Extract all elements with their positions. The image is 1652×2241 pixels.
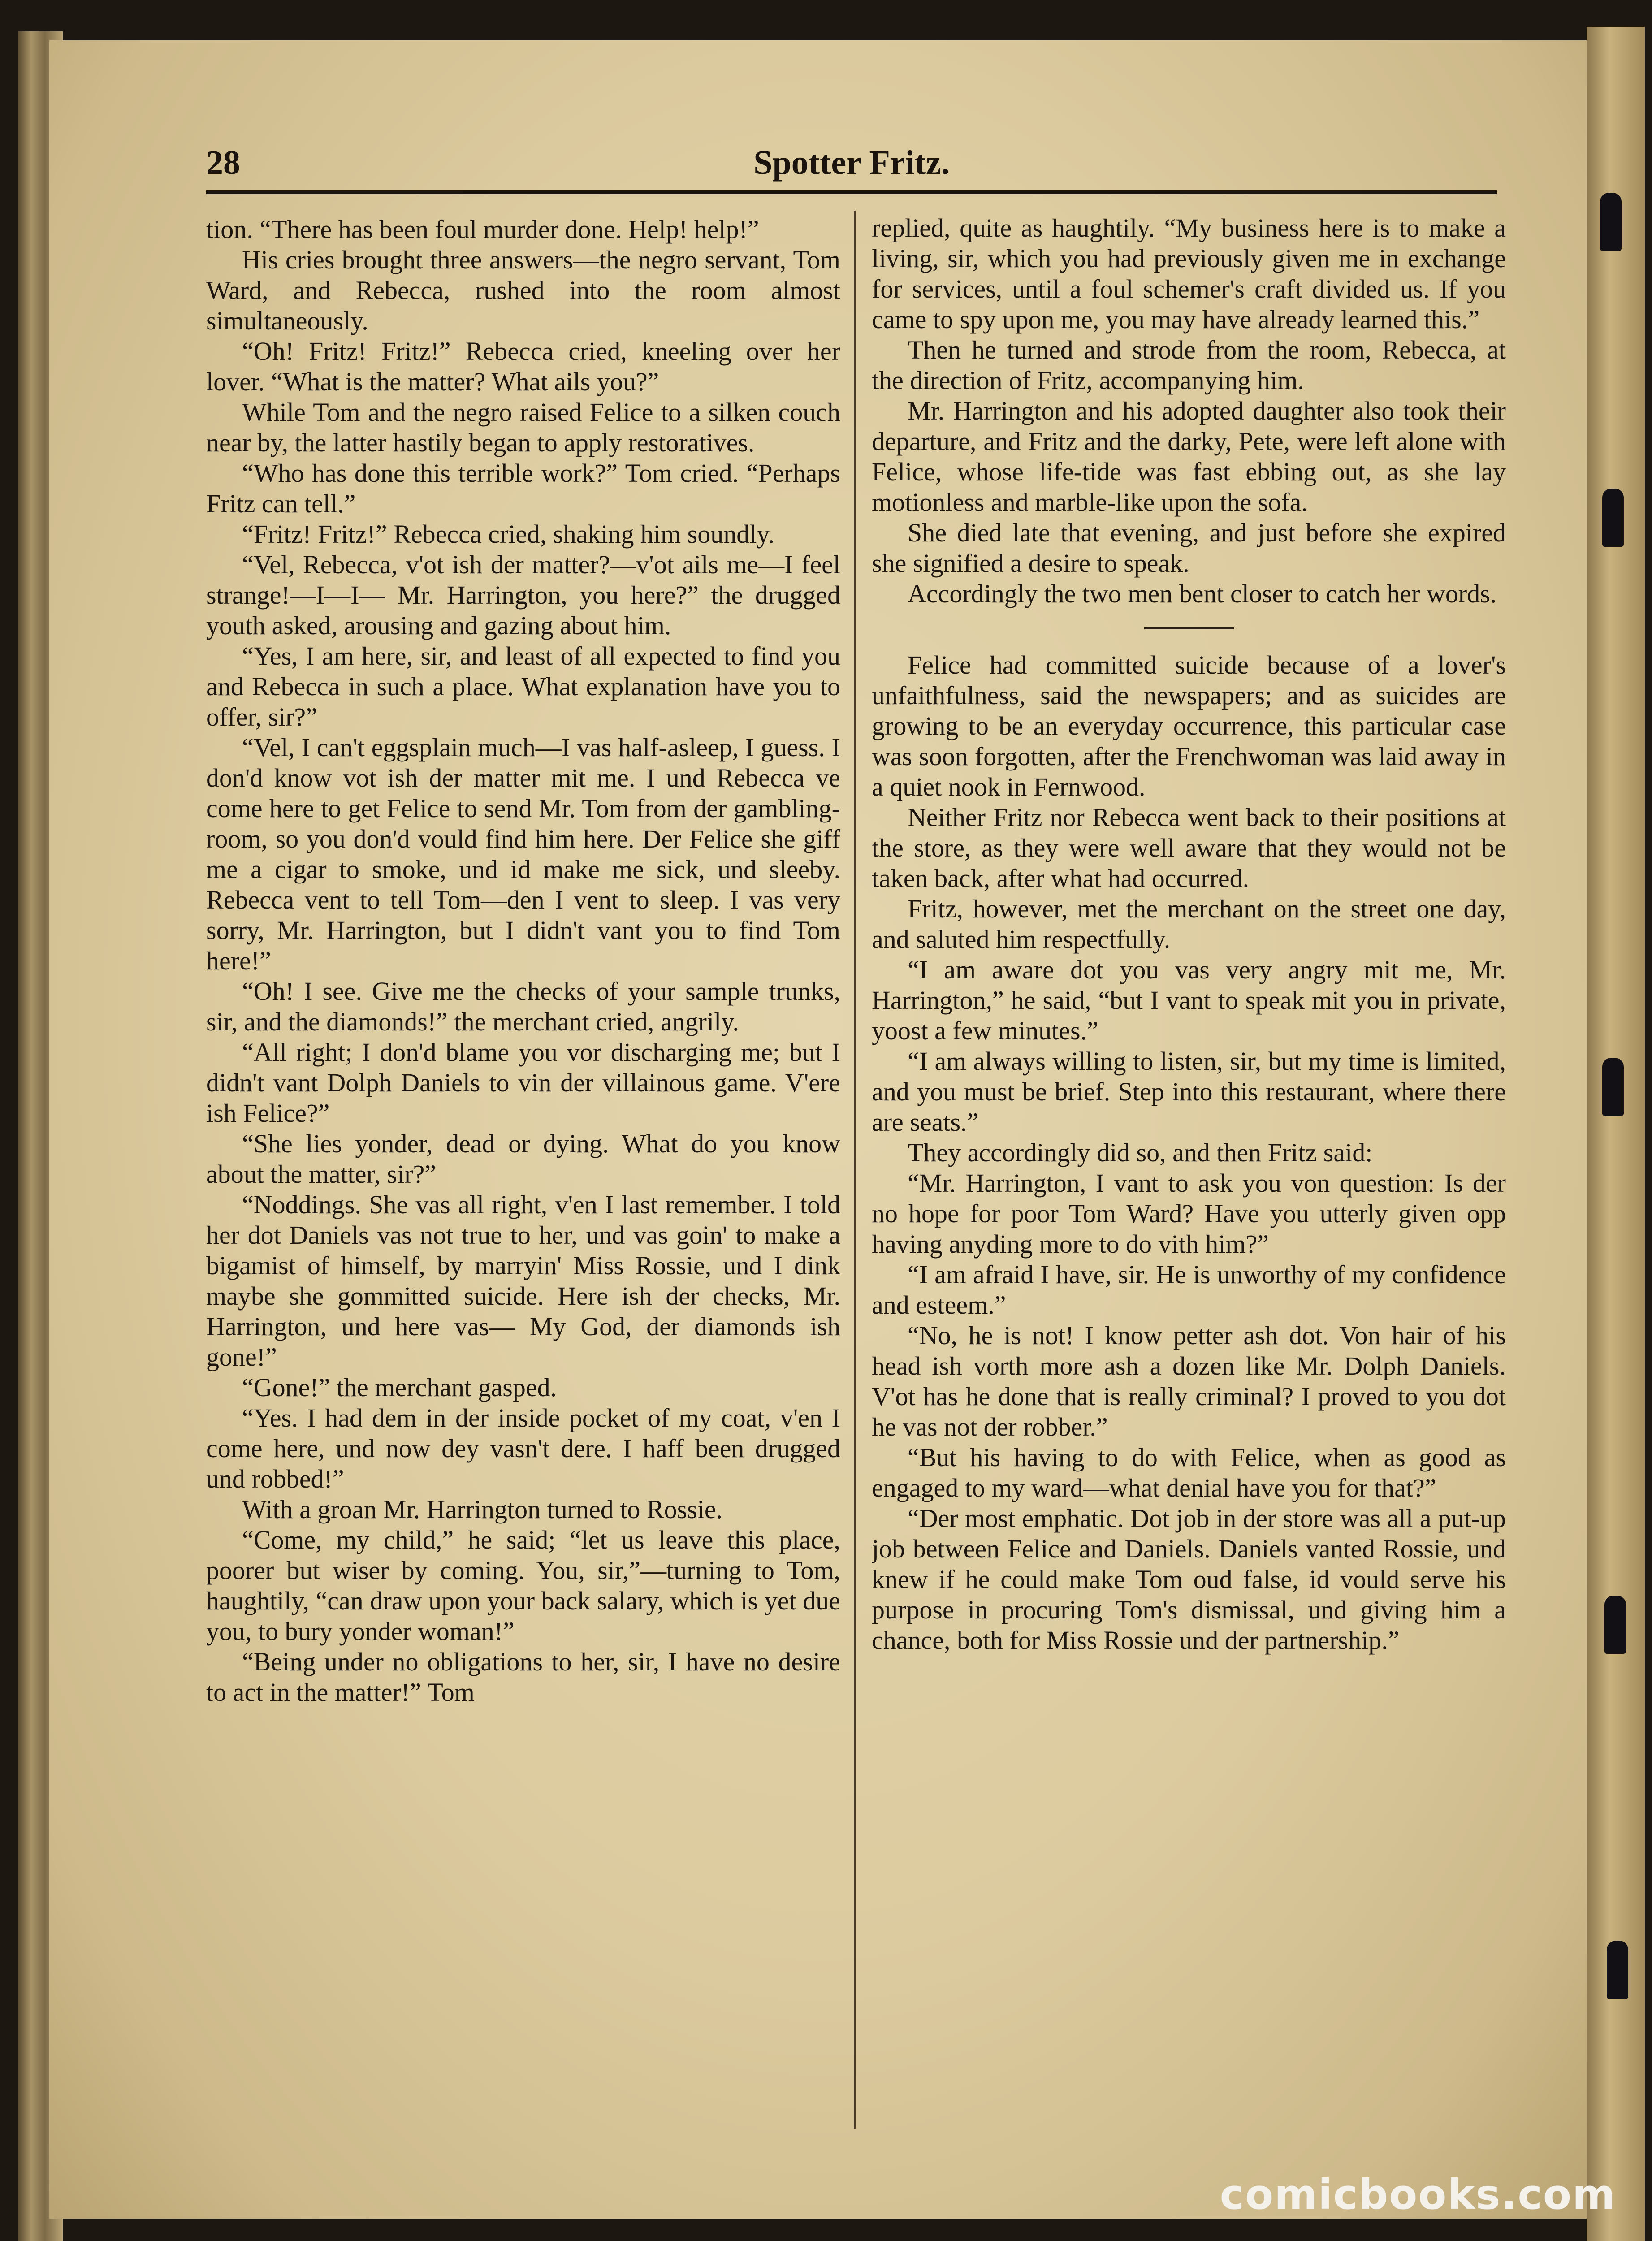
paragraph: “Noddings. She vas all right, v'en I last remember. I told her dot Daniels vas not true to her, und vas goin' to make a bigamist of himself, by marryin' Miss Rossie, und I dink maybe she gommitted suicide. Here ish der checks, Mr. Harrington, und here vas— My God, der diamonds ish gone!” <box>206 1190 840 1371</box>
paragraph: “Yes. I had dem in der inside pocket of my coat, v'en I come here, und now dey vasn't dere. I haff been drugged und robbed!” <box>206 1403 840 1493</box>
left-column <box>206 214 840 2150</box>
paragraph: His cries brought three answers—the negro servant, Tom Ward, and Rebecca, rushed into the room almost simultaneously. <box>206 245 840 335</box>
paragraph: “I am afraid I have, sir. He is unworthy of my confidence and esteem.” <box>872 1260 1506 1320</box>
paragraph: “All right; I don'd blame you vor discharging me; but I didn't vant Dolph Daniels to vin der villainous game. V'ere ish Felice?” <box>206 1038 840 1128</box>
paragraph: “No, he is not! I know petter ash dot. Von hair of his head ish vorth more ash a dozen like Mr. Dolph Daniels. V'ot has he done that is really criminal? I proved to you dot he vas not der robber.” <box>872 1321 1506 1441</box>
binding-staple <box>1604 1596 1626 1654</box>
paragraph: Then he turned and strode from the room, Rebecca, at the direction of Fritz, accompanying him. <box>872 335 1506 395</box>
binding-staple <box>1602 1058 1624 1116</box>
paragraph: “Fritz! Fritz!” Rebecca cried, shaking him soundly. <box>242 519 775 549</box>
paragraph: “Der most emphatic. Dot job in der store was all a put-up job between Felice and Daniels. Daniels vanted Rossie, und knew if he could make Tom oud false, id vould serve his purpose in procuring Tom's dismissal, und giving him a chance, both for Miss Rossie und der partnership.” <box>872 1504 1506 1655</box>
paragraph: Fritz, however, met the merchant on the street one day, and saluted him respectfully. <box>872 894 1506 954</box>
column-divider <box>854 211 856 2129</box>
binding-staple <box>1602 489 1624 547</box>
paragraph: Neither Fritz nor Rebecca went back to their positions at the store, as they were well aware that they would not be taken back, after what had occurred. <box>872 803 1506 893</box>
section-break-rule <box>1144 627 1234 629</box>
paragraph: Mr. Harrington and his adopted daughter also took their departure, and Fritz and the darky, Pete, were left alone with Felice, whose life-tide was fast ebbing out, as she lay motionless and marble-like upon the sofa. <box>872 396 1506 517</box>
right-column <box>872 213 1506 2149</box>
paragraph: “I am aware dot you vas very angry mit me, Mr. Harrington,” he said, “but I vant to speak mit you in private, yoost a few minutes.” <box>872 955 1506 1045</box>
paragraph: Felice had committed suicide because of a lover's unfaithfulness, said the newspapers; and as suicides are growing to be an everyday occurrence, this particular case was soon forgotten, after the Frenchwoman was laid away in a quiet nook in Fernwood. <box>872 650 1506 801</box>
page-number: 28 <box>206 144 240 182</box>
paragraph: With a groan Mr. Harrington turned to Rossie. <box>242 1495 723 1524</box>
paragraph: “Oh! Fritz! Fritz!” Rebecca cried, kneeling over her lover. “What is the matter? What ails you?” <box>206 337 840 396</box>
paragraph: “I am always willing to listen, sir, but my time is limited, and you must be brief. Step into this restaurant, where there are seats.” <box>872 1047 1506 1137</box>
paragraph: “Come, my child,” he said; “let us leave this place, poorer but wiser by coming. You, sir,”—turning to Tom, haughtily, “can draw upon your back salary, which is yet due you, to bury yonder woman!” <box>206 1525 840 1646</box>
paragraph: They accordingly did so, and then Fritz said: <box>908 1138 1373 1167</box>
paragraph: “Vel, I can't eggsplain much—I vas half-asleep, I guess. I don'd know vot ish der matter mit me. I und Rebecca ve come here to get Felice to send Mr. Tom from der gambling-room, so you don'd vould find him here. Der Felice she giff me a cigar to smoke, und id make me sick, und sleeby. Rebecca vent to tell Tom—den I vent to sleep. I vas very sorry, Mr. Harrington, but I didn't vant you to find Tom here!” <box>206 733 840 975</box>
paragraph: “Who has done this terrible work?” Tom cried. “Perhaps Fritz can tell.” <box>206 459 840 518</box>
binding-staple <box>1607 1941 1628 1999</box>
site-watermark: comicbooks.com <box>1220 2171 1616 2219</box>
paragraph: tion. “There has been foul murder done. Help! help!” <box>206 215 759 244</box>
paragraph: “Oh! I see. Give me the checks of your sample trunks, sir, and the diamonds!” the merchant cried, angrily. <box>206 977 840 1036</box>
paragraph: “She lies yonder, dead or dying. What do you know about the matter, sir?” <box>206 1129 840 1189</box>
paragraph: “Being under no obligations to her, sir, I have no desire to act in the matter!” Tom <box>206 1647 840 1707</box>
paragraph: “Gone!” the merchant gasped. <box>242 1373 557 1402</box>
binding-staple <box>1600 193 1622 251</box>
paragraph: “Yes, I am here, sir, and least of all expected to find you and Rebecca in such a place. What explanation have you to offer, sir?” <box>206 641 840 731</box>
paragraph: “But his having to do with Felice, when as good as engaged to my ward—what denial have you for that?” <box>872 1443 1506 1502</box>
paragraph: “Mr. Harrington, I vant to ask you von question: Is der no hope for poor Tom Ward? Have you utterly given opp having anyding more to do vith him?” <box>872 1168 1506 1259</box>
page-header <box>206 139 1497 197</box>
running-title: Spotter Fritz. <box>753 144 950 182</box>
paragraph: Accordingly the two men bent closer to catch her words. <box>908 579 1497 608</box>
header-rule <box>206 190 1497 194</box>
paragraph: replied, quite as haughtily. “My business here is to make a living, sir, which you had previously given me in exchange for services, until a foul schemer's craft divided us. If you came to spy upon me, you may have already learned this.” <box>872 213 1506 334</box>
binding-fold <box>1587 27 1645 2241</box>
paragraph: While Tom and the negro raised Felice to a silken couch near by, the latter hastily began to apply restoratives. <box>206 398 840 457</box>
paragraph: She died late that evening, and just before she expired she signified a desire to speak. <box>872 518 1506 578</box>
paragraph: “Vel, Rebecca, v'ot ish der matter?—v'ot ails me—I feel strange!—I—I— Mr. Harrington, you here?” the drugged youth asked, arousing and gazing about him. <box>206 550 840 640</box>
